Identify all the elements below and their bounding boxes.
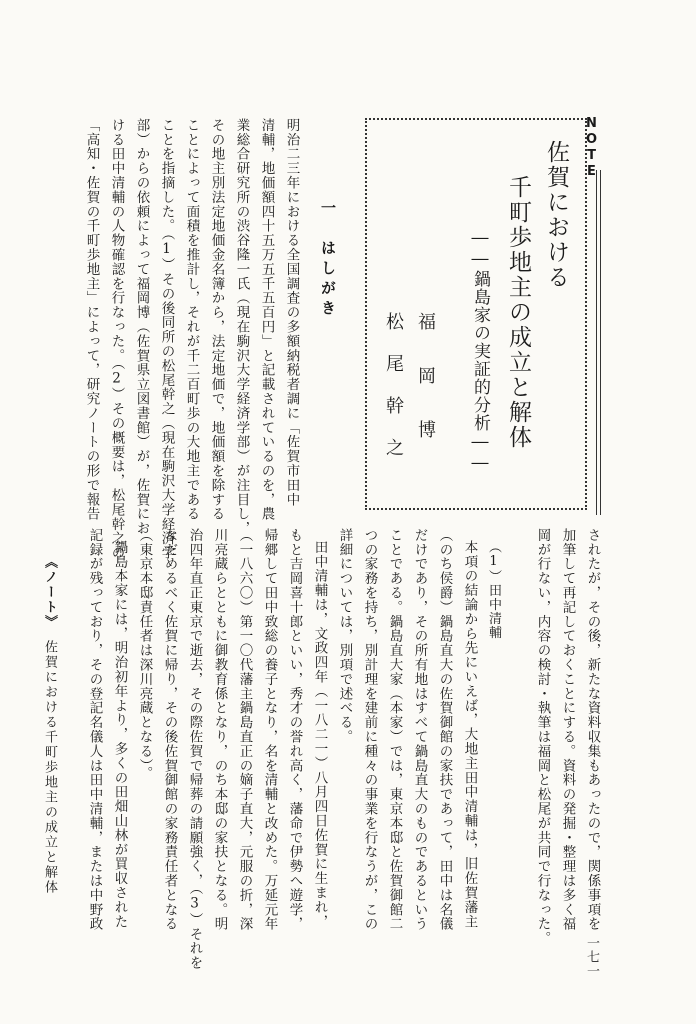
lower-line: 記録が残っており，その登記名儀人は田中清輔，または中野政 [86, 528, 103, 932]
lower-subheading: （1）田中清輔 [486, 540, 501, 640]
upper-line: ける田中清輔の人物確認を行なった。（2）その概要は，松尾幹之の [108, 118, 125, 561]
lower-line: 田中清輔は，文政四年（一八二一）八月四日佐賀に生まれ， [311, 540, 328, 929]
upper-line: ことによって面積を推計し，それが千二百町歩の大地主である [183, 118, 200, 522]
lower-line: 治四年直正東京で逝去，その際佐賀で帰葬の請願強く，（3）それを [186, 528, 203, 971]
lower-line: 川亮蔵らとともに御教育係となり，のち本邸の家扶となる。明 [211, 528, 228, 932]
note-label: NOTE [584, 116, 599, 180]
author-matsuo: 松 尾 幹 之 [383, 312, 404, 459]
lower-line: （東京本邸責任者は深川亮蔵となる）。 [136, 528, 153, 781]
section-heading: 一 はしがき [319, 200, 337, 320]
lower-line: もと吉岡喜十郎といい，秀才の誉れ高く，藩命で伊勢へ遊学， [286, 528, 303, 932]
title-line-1: 佐賀における [543, 140, 569, 290]
title-line-2: 千町歩地主の成立と解体 [505, 175, 531, 450]
upper-line: その地主別法定地価金名簿から，法定地価で，地価額を除する [208, 118, 225, 522]
lower-line: 本項の結論から先にいえば，大地主田中清輔は，旧佐賀藩主 [461, 540, 478, 929]
note-rule [596, 170, 601, 515]
lower-line: なだめるべく佐賀に帰り，その後佐賀御館の家務責任者となる [161, 528, 178, 932]
lower-line: （一八六〇）第一〇代藩主鍋島直正の嫡子直大，元服の折，深 [236, 528, 253, 932]
lower-line: 鍋島本家には，明治初年より，多くの田畑山林が買収された [111, 540, 128, 929]
subtitle: ――鍋島家の実証的分析―― [470, 228, 490, 474]
upper-line: 「高知・佐賀の千町歩地主」によって，研究ノートの形で報告 [83, 118, 100, 522]
footer-title: 佐賀における千町歩地主の成立と解体 [42, 640, 57, 895]
upper-line: 部）からの依頼によって福岡博（佐賀県立図書館）が，佐賀にお [133, 118, 150, 536]
footer-label: 《ノート》 [42, 555, 57, 630]
lower-line: されたが，その後，新たな資料収集もあったので，関係事項を [584, 528, 601, 932]
lower-line: 帰郷して田中致総の養子となり，名を清輔と改めた。万延元年 [261, 528, 278, 932]
lower-line: （のち侯爵）鍋島直大の佐賀御館の家扶であって，田中は名儀 [436, 528, 453, 932]
lower-line: 岡が行ない，内容の検討・執筆は福岡と松尾が共同で行なった。 [534, 528, 551, 946]
upper-line: ことを指摘した。（1）その後同所の松尾幹之（現在駒沢大学経済学 [158, 118, 175, 561]
upper-line: 業総合研究所の渋谷隆一氏（現在駒沢大学経済学部）が注目し， [233, 118, 250, 536]
upper-line: 清輔，地価額四十五万五千五百円」と記載されているのを，農 [258, 118, 275, 522]
lower-line: 加筆して再記しておくことにする。資料の発掘・整理は多く福 [559, 528, 576, 932]
lower-line: 詳細については，別項で述べる。 [336, 528, 353, 744]
upper-line: 明治二三年における全国調査の多額納税者調に「佐賀市田中 [283, 118, 300, 507]
page-number: 一七一 [584, 936, 599, 978]
lower-line: だけであり，その所有地はすべて鍋島直大のものであるという [411, 528, 428, 932]
author-fukuoka: 福 岡 博 [415, 312, 436, 447]
lower-line: ことである。鍋島直大家（本家）では，東京本邸と佐賀御館二 [386, 528, 403, 932]
lower-line: つの家務を持ち，別計理を建前に種々の事業を行なうが，この [361, 528, 378, 932]
